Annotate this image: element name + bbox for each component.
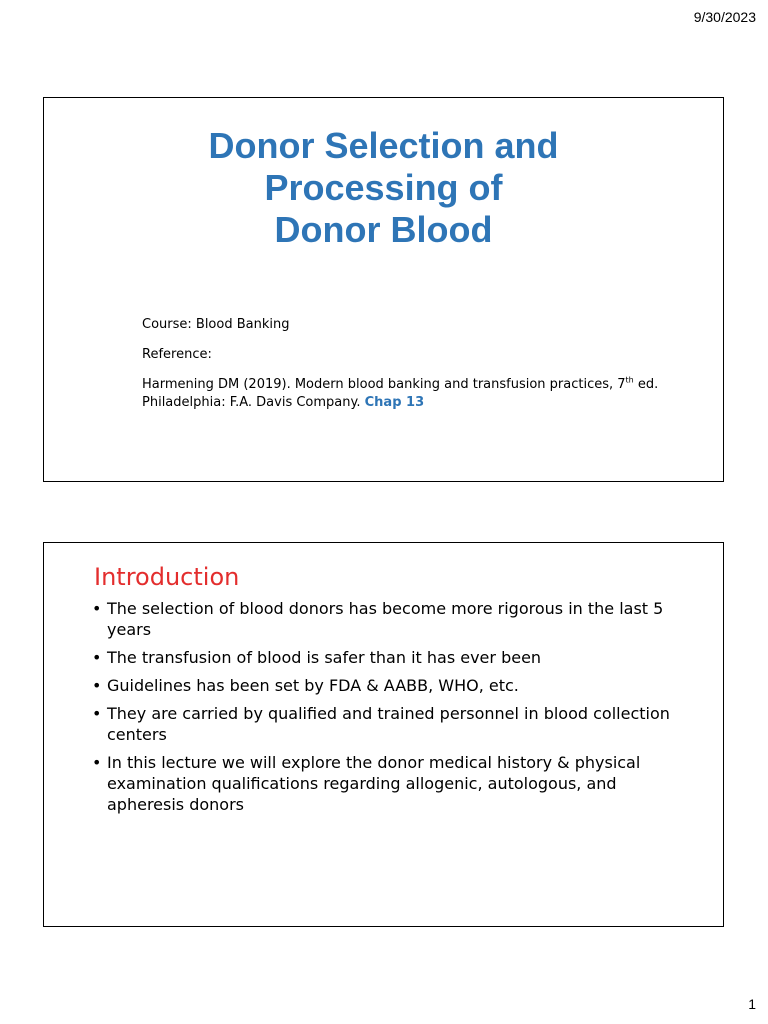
title-line: Donor Selection and — [208, 125, 559, 166]
slide-title — [44, 125, 723, 251]
reference-label: Reference: — [142, 347, 212, 362]
reference-citation — [142, 376, 702, 412]
title-line: Processing of — [264, 167, 503, 208]
bullet-list — [92, 598, 682, 822]
bullet-icon: • — [92, 753, 102, 772]
list-item — [92, 647, 682, 668]
list-item — [92, 675, 682, 696]
chapter-reference: Chap 13 — [364, 395, 425, 410]
course-info — [142, 316, 702, 424]
course-line: Course: Blood Banking — [142, 317, 290, 332]
list-item-text: The selection of blood donors has become more rigorous in the last 5 years — [107, 599, 664, 639]
list-item — [92, 752, 682, 815]
introduction-slide — [43, 542, 724, 927]
bullet-icon: • — [92, 676, 102, 695]
list-item-text: They are carried by qualified and trained personnel in blood collection centers — [107, 704, 670, 744]
list-item-text: Guidelines has been set by FDA & AABB, WHO, etc. — [107, 676, 519, 695]
page-number: 1 — [748, 996, 756, 1012]
bullet-icon: • — [92, 648, 102, 667]
title-slide — [43, 97, 724, 482]
slide-heading: Introduction — [94, 563, 240, 591]
title-line: Donor Blood — [274, 209, 493, 250]
bullet-icon: • — [92, 599, 102, 618]
citation-superscript: th — [625, 375, 634, 385]
list-item — [92, 703, 682, 745]
list-item — [92, 598, 682, 640]
citation-text-continued: ed. Philadelphia: F.A. Davis Company. — [142, 377, 659, 410]
list-item-text: In this lecture we will explore the donor medical history & physical examination qualifications regarding allogenic, autologous, and apheresis donors — [107, 753, 641, 814]
list-item-text: The transfusion of blood is safer than it has ever been — [107, 648, 542, 667]
print-date: 9/30/2023 — [693, 9, 756, 25]
citation-text: Harmening DM (2019). Modern blood banking and transfusion practices, 7 — [142, 377, 626, 392]
bullet-icon: • — [92, 704, 102, 723]
